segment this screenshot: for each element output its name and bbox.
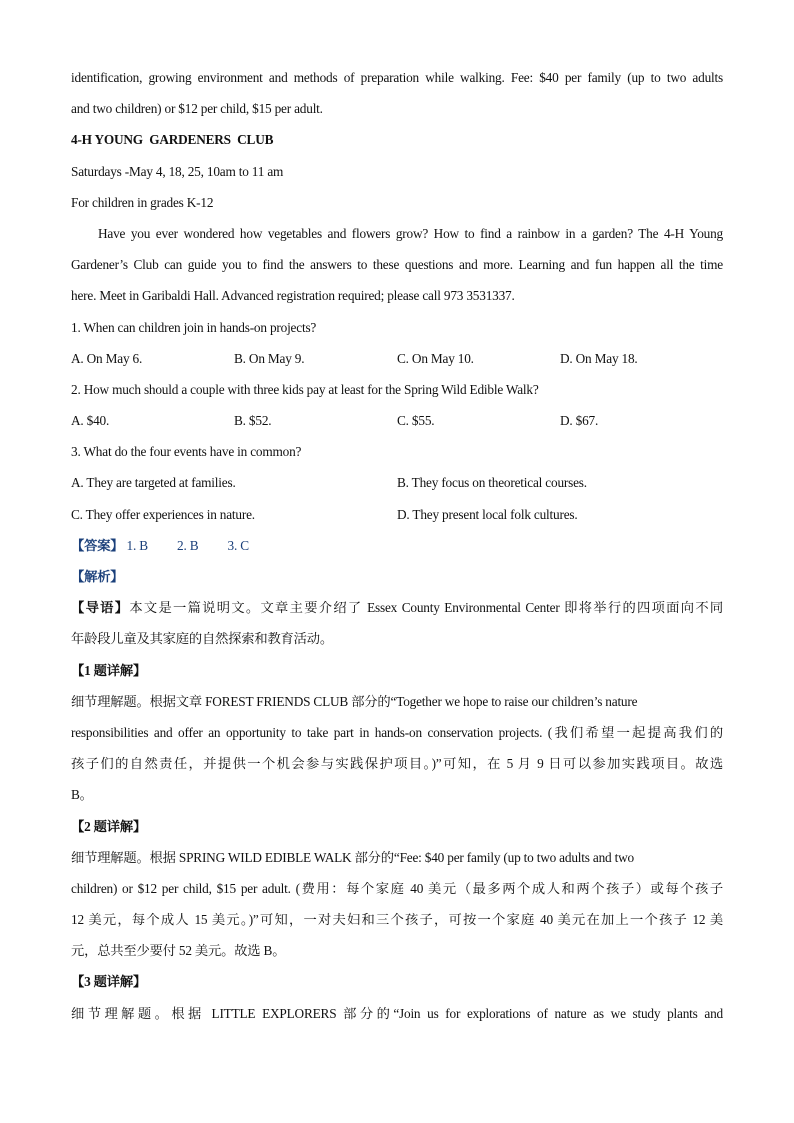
- question-2-option-b: B. $52.: [234, 413, 272, 429]
- club-paragraph-line-2: Gardener’s Club can guide you to find the answers to these questions and more. Learning and fun happen all the time: [71, 257, 723, 273]
- question-2-option-d: D. $67.: [560, 413, 599, 429]
- detail-3-label: 【3 题详解】: [71, 974, 147, 990]
- club-title: 4-H YOUNG GARDENERS CLUB: [71, 132, 274, 148]
- detail-2-line-1: 细节理解题。根据 SPRING WILD EDIBLE WALK 部分的“Fee: $40 per family (up to two adults and two: [71, 849, 634, 865]
- passage-tail-line-2: and two children) or $12 per child, $15 per adult.: [71, 101, 323, 117]
- answer-2: 2. B: [177, 537, 199, 553]
- club-paragraph-line-1: Have you ever wondered how vegetables and flowers grow? How to find a rainbow in a garden? The 4-H Young: [98, 225, 723, 241]
- detail-1-line-4: B。: [71, 787, 93, 803]
- question-3-option-d: D. They present local folk cultures.: [397, 506, 578, 522]
- question-1-option-b: B. On May 9.: [234, 350, 305, 366]
- question-1-stem: 1. When can children join in hands-on projects?: [71, 319, 317, 335]
- question-1-option-d: D. On May 18.: [560, 350, 638, 366]
- club-schedule: Saturdays -May 4, 18, 25, 10am to 11 am: [71, 163, 284, 179]
- answer-label: 【答案】: [71, 537, 124, 553]
- question-1-option-c: C. On May 10.: [397, 350, 474, 366]
- detail-2-label: 【2 题详解】: [71, 818, 147, 834]
- detail-2-line-3: 12 美元，每个成人 15 美元。)”可知，一对夫妇和三个孩子，可按一个家庭 40 美元在加上一个孩子 12 美: [71, 912, 723, 928]
- question-1-options: [71, 343, 723, 374]
- analysis-label: 【解析】: [71, 569, 124, 584]
- document-page: [71, 62, 723, 1029]
- detail-2-line-4: 元，总共至少要付 52 美元。故选 B。: [71, 943, 286, 959]
- intro-line-1: [71, 592, 723, 623]
- question-3-option-b: B. They focus on theoretical courses.: [397, 475, 587, 491]
- question-3-option-c: C. They offer experiences in nature.: [71, 506, 255, 522]
- detail-2-line-2: children) or $12 per child, $15 per adult. (费用：每个家庭 40 美元（最多两个成人和两个孩子）或每个孩子: [71, 880, 723, 896]
- detail-1-label: 【1 题详解】: [71, 662, 147, 678]
- club-paragraph-line-3: here. Meet in Garibaldi Hall. Advanced registration required; please call 973 3531337.: [71, 288, 515, 304]
- club-grades: For children in grades K-12: [71, 194, 214, 210]
- question-2-option-a: A. $40.: [71, 413, 110, 429]
- question-3-options-row-1: [71, 467, 723, 498]
- question-2-stem: 2. How much should a couple with three kids pay at least for the Spring Wild Edible Walk?: [71, 381, 539, 397]
- passage-tail-line-1: identification, growing environment and methods of preparation while walking. Fee: $40 per family (up to two adults: [71, 70, 723, 85]
- detail-1-line-3: 孩子们的自然责任，并提供一个机会参与实践保护项目。)”可知，在 5 月 9 日可以参加实践项目。故选: [71, 756, 723, 772]
- intro-line-2: 年龄段儿童及其家庭的自然探索和教育活动。: [71, 631, 333, 647]
- question-2-option-c: C. $55.: [397, 413, 435, 429]
- intro-label: 【导语】: [71, 600, 130, 616]
- question-1-option-a: A. On May 6.: [71, 350, 143, 366]
- question-2-options: [71, 405, 723, 436]
- analysis-heading: [71, 561, 723, 592]
- detail-3-line-1: 细节理解题。根据 LITTLE EXPLORERS 部分的“Join us for explorations of nature as we study plants and: [71, 1005, 723, 1021]
- question-3-stem: 3. What do the four events have in common?: [71, 444, 302, 460]
- answer-3: 3. C: [227, 537, 249, 553]
- question-3-options-row-2: [71, 499, 723, 530]
- answer-1: 1. B: [126, 537, 148, 553]
- answer-values: [127, 538, 275, 553]
- question-3-option-a: A. They are targeted at families.: [71, 475, 236, 491]
- answer-line: [71, 530, 723, 561]
- detail-1-line-1: 细节理解题。根据文章 FOREST FRIENDS CLUB 部分的“Together we hope to raise our children’s nature: [71, 693, 638, 709]
- intro-text-1: 本文是一篇说明文。文章主要介绍了 Essex County Environmental Center 即将举行的四项面向不同: [129, 600, 724, 616]
- detail-1-line-2: responsibilities and offer an opportunity to take part in hands-on conservation projects. (我们希望一起提高我们的: [71, 724, 723, 740]
